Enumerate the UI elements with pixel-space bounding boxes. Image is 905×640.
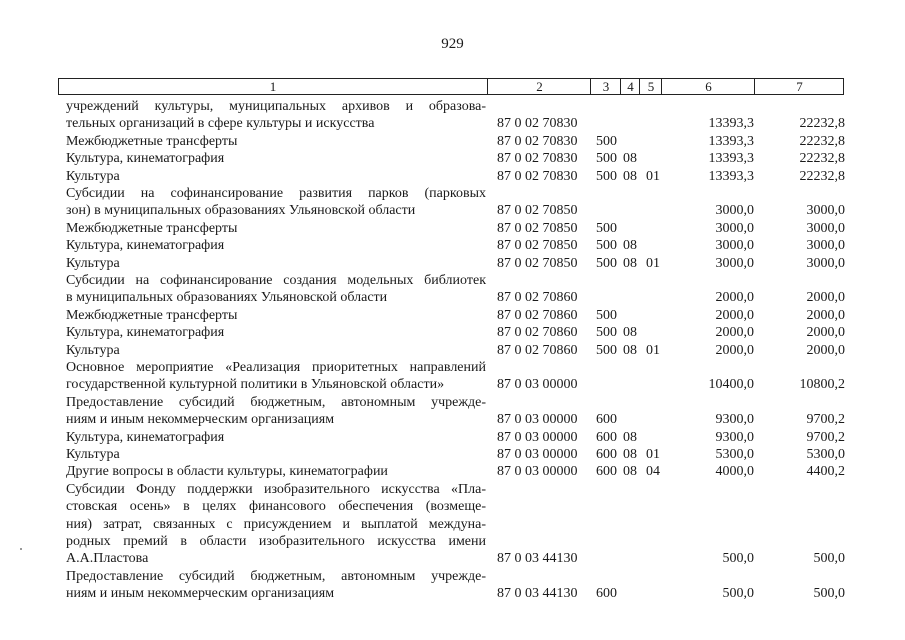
- row-program-code: 87 0 02 70850: [497, 255, 578, 271]
- table-row: [0, 307, 905, 324]
- row-section: 08: [623, 238, 637, 254]
- table-row: [0, 220, 905, 237]
- row-name-line: Предоставление субсидий бюджетным, автономным учрежде-: [66, 394, 486, 410]
- row-value-col7: 500,0: [813, 551, 845, 567]
- table-row: [0, 185, 905, 220]
- row-expense-type: 500: [596, 133, 617, 149]
- row-value-col6: 3000,0: [715, 255, 754, 271]
- row-subsection: 01: [646, 447, 660, 462]
- row-value-col6: 9300,0: [715, 412, 754, 428]
- row-program-code: 87 0 03 00000: [497, 447, 578, 462]
- row-subsection: 01: [646, 168, 660, 184]
- row-value-col6: 2000,0: [715, 342, 754, 358]
- row-value-col7: 2000,0: [806, 342, 845, 358]
- table-row: [0, 324, 905, 341]
- row-program-code: 87 0 02 70850: [497, 203, 578, 219]
- row-value-col6: 3000,0: [715, 238, 754, 254]
- row-value-col7: 2000,0: [806, 290, 845, 306]
- row-value-col7: 22232,8: [799, 116, 845, 132]
- row-name-line: учреждений культуры, муниципальных архивов и образова-: [66, 99, 486, 114]
- table-row: [0, 133, 905, 150]
- row-section: 08: [623, 151, 637, 167]
- row-value-col7: 2000,0: [806, 307, 845, 323]
- row-name-line: государственной культурной политики в Ульяновской области»: [66, 377, 445, 393]
- row-name-line: Культура: [66, 447, 120, 462]
- row-program-code: 87 0 03 00000: [497, 464, 578, 480]
- row-value-col6: 3000,0: [715, 220, 754, 236]
- row-value-col6: 4000,0: [715, 464, 754, 480]
- row-program-code: 87 0 02 70830: [497, 151, 578, 167]
- table-row: [0, 568, 905, 603]
- row-value-col6: 9300,0: [715, 429, 754, 445]
- row-program-code: 87 0 03 00000: [497, 412, 578, 428]
- row-section: 08: [623, 168, 637, 184]
- row-subsection: 01: [646, 342, 660, 358]
- table-row: [0, 237, 905, 254]
- table-row: [0, 342, 905, 359]
- row-section: 08: [623, 429, 637, 445]
- table-row: [0, 272, 905, 307]
- row-name-line: Культура, кинематография: [66, 429, 225, 445]
- row-value-col7: 22232,8: [799, 151, 845, 167]
- row-expense-type: 500: [596, 238, 617, 254]
- row-subsection: 01: [646, 255, 660, 271]
- row-value-col7: 500,0: [813, 586, 845, 602]
- row-expense-type: 500: [596, 168, 617, 184]
- row-value-col6: 13393,3: [708, 168, 754, 184]
- row-value-col6: 500,0: [722, 586, 754, 602]
- row-program-code: 87 0 02 70860: [497, 307, 578, 323]
- row-expense-type: 600: [596, 447, 617, 462]
- row-value-col7: 3000,0: [806, 203, 845, 219]
- table-header: [58, 78, 844, 95]
- table-row: [0, 481, 905, 568]
- row-program-code: 87 0 02 70860: [497, 325, 578, 341]
- row-expense-type: 500: [596, 325, 617, 341]
- row-value-col6: 2000,0: [715, 325, 754, 341]
- row-program-code: 87 0 02 70830: [497, 168, 578, 184]
- row-name-line: Культура: [66, 168, 120, 184]
- row-value-col7: 10800,2: [799, 377, 845, 393]
- row-value-col6: 2000,0: [715, 290, 754, 306]
- table-row: [0, 446, 905, 463]
- table-row: [0, 255, 905, 272]
- row-name-line: Культура, кинематография: [66, 238, 225, 254]
- row-name-line: Культура: [66, 255, 120, 271]
- row-section: 08: [623, 464, 637, 480]
- row-value-col6: 3000,0: [715, 203, 754, 219]
- row-name-line: Субсидии на софинансирование развития парков (парковых: [66, 186, 486, 201]
- row-section: 08: [623, 325, 637, 341]
- row-name-line: Культура, кинематография: [66, 325, 225, 341]
- header-col-3: 3: [590, 79, 621, 94]
- row-program-code: 87 0 03 44130: [497, 586, 578, 602]
- row-value-col7: 2000,0: [806, 325, 845, 341]
- row-program-code: 87 0 03 00000: [497, 377, 578, 393]
- row-value-col7: 4400,2: [806, 464, 845, 480]
- row-value-col6: 13393,3: [708, 116, 754, 132]
- header-col-5: 5: [639, 79, 662, 94]
- table-row: [0, 394, 905, 429]
- row-value-col6: 13393,3: [708, 151, 754, 167]
- row-name-line: Культура, кинематография: [66, 151, 225, 167]
- header-col-2: 2: [487, 79, 591, 94]
- row-value-col6: 2000,0: [715, 307, 754, 323]
- row-value-col7: 3000,0: [806, 255, 845, 271]
- row-program-code: 87 0 03 44130: [497, 551, 578, 567]
- row-name-line: Основное мероприятие «Реализация приоритетных направлений: [66, 360, 486, 375]
- row-value-col7: 3000,0: [806, 220, 845, 236]
- row-program-code: 87 0 02 70850: [497, 220, 578, 236]
- table-row: [0, 98, 905, 133]
- row-value-col6: 10400,0: [708, 377, 754, 393]
- row-section: 08: [623, 447, 637, 462]
- row-name-line: Предоставление субсидий бюджетным, автономным учрежде-: [66, 568, 486, 584]
- row-program-code: 87 0 02 70860: [497, 342, 578, 358]
- row-name-line: Межбюджетные трансферты: [66, 220, 238, 236]
- header-col-4: 4: [620, 79, 640, 94]
- row-expense-type: 600: [596, 586, 617, 602]
- row-value-col7: 22232,8: [799, 133, 845, 149]
- row-value-col6: 5300,0: [715, 447, 754, 462]
- row-name-line: ниям и иным некоммерческим организациям: [66, 586, 335, 602]
- row-name-line: Межбюджетные трансферты: [66, 133, 238, 149]
- header-col-1: 1: [269, 79, 277, 94]
- table-row: [0, 359, 905, 394]
- row-expense-type: 500: [596, 220, 617, 236]
- scan-speck: [20, 548, 22, 550]
- row-value-col6: 500,0: [722, 551, 754, 567]
- table-row: [0, 429, 905, 446]
- table-row: [0, 168, 905, 185]
- row-name-line: Другие вопросы в области культуры, кинематографии: [66, 464, 388, 480]
- row-expense-type: 500: [596, 151, 617, 167]
- row-expense-type: 600: [596, 429, 617, 445]
- row-name-line: зон) в муниципальных образованиях Ульяновской области: [66, 203, 416, 219]
- table-row: [0, 463, 905, 480]
- row-name-line: стовская осень» в целях финансового обеспечения (возмеще-: [66, 499, 486, 515]
- table-row: [0, 150, 905, 167]
- row-name-line: Межбюджетные трансферты: [66, 307, 238, 323]
- row-name-line: Культура: [66, 342, 120, 358]
- row-expense-type: 500: [596, 342, 617, 358]
- row-subsection: 04: [646, 464, 660, 480]
- row-program-code: 87 0 02 70850: [497, 238, 578, 254]
- row-name-line: Субсидии Фонду поддержки изобразительного искусства «Пла-: [66, 481, 486, 497]
- row-expense-type: 600: [596, 412, 617, 428]
- header-col-7: 7: [754, 79, 844, 94]
- header-col-6: 6: [661, 79, 755, 94]
- row-name-line: в муниципальных образованиях Ульяновской области: [66, 290, 388, 306]
- row-program-code: 87 0 03 00000: [497, 429, 578, 445]
- row-expense-type: 500: [596, 255, 617, 271]
- row-program-code: 87 0 02 70860: [497, 290, 578, 306]
- page-number: 929: [441, 36, 464, 52]
- row-section: 08: [623, 342, 637, 358]
- row-name-line: А.А.Пластова: [66, 551, 149, 567]
- row-expense-type: 600: [596, 464, 617, 480]
- row-value-col7: 9700,2: [806, 429, 845, 445]
- row-program-code: 87 0 02 70830: [497, 133, 578, 149]
- row-value-col6: 13393,3: [708, 133, 754, 149]
- row-value-col7: 22232,8: [799, 168, 845, 184]
- row-name-line: Субсидии на софинансирование создания модельных библиотек: [66, 273, 486, 288]
- row-name-line: тельных организаций в сфере культуры и искусства: [66, 116, 375, 132]
- row-name-line: ния) затрат, связанных с присуждением и выплатой междуна-: [66, 516, 486, 532]
- row-section: 08: [623, 255, 637, 271]
- row-name-line: ниям и иным некоммерческим организациям: [66, 412, 335, 428]
- row-name-line: родных премий в области изобразительного искусства имени: [66, 533, 486, 549]
- row-value-col7: 3000,0: [806, 238, 845, 254]
- row-program-code: 87 0 02 70830: [497, 116, 578, 132]
- row-expense-type: 500: [596, 307, 617, 323]
- row-value-col7: 9700,2: [806, 412, 845, 428]
- row-value-col7: 5300,0: [806, 447, 845, 462]
